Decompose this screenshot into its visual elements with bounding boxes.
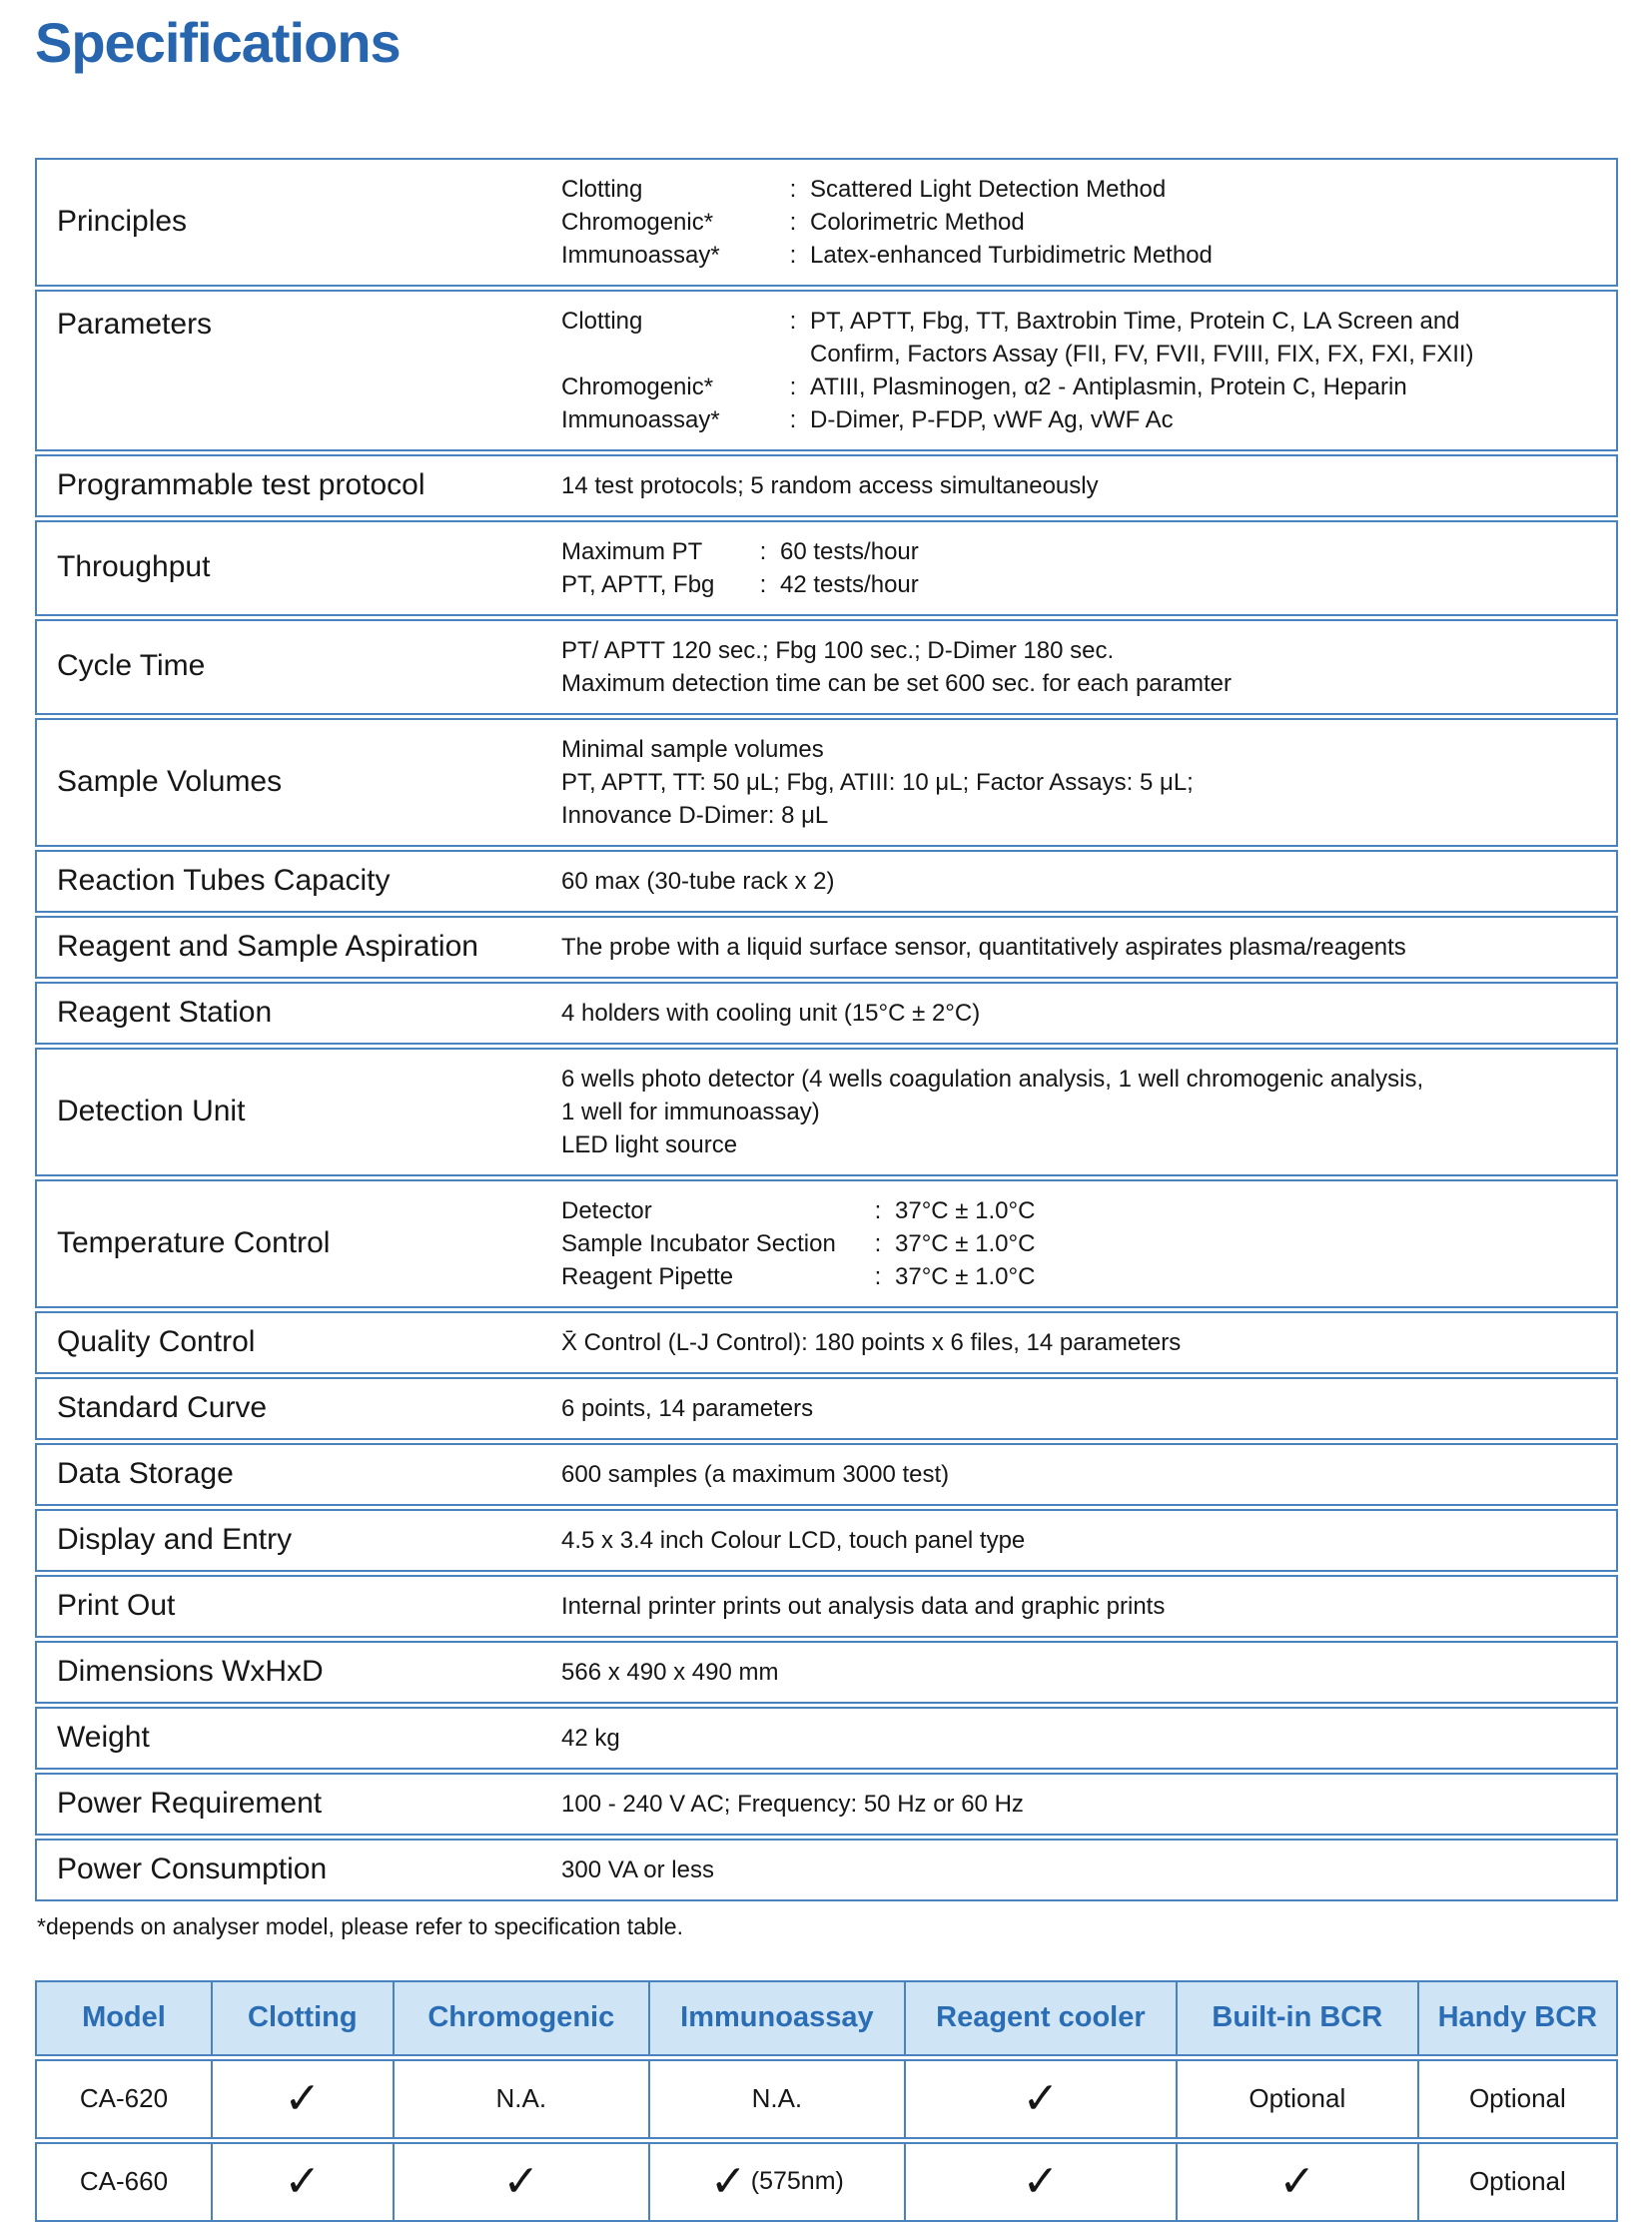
spec-row	[35, 1048, 1618, 1176]
model-table-header-row	[35, 1980, 1618, 2056]
spec-row-value	[561, 456, 1616, 515]
model-feature-cell: N.A.	[648, 2061, 904, 2137]
model-feature-cell	[1176, 2144, 1417, 2220]
spec-row-value	[561, 160, 1616, 285]
spec-row	[35, 718, 1618, 847]
model-feature-cell	[648, 2144, 904, 2220]
spec-value-line: X̄ Control (L-J Control): 180 points x 6 files, 14 parameters	[561, 1328, 1182, 1356]
spec-row-label: Reagent and Sample Aspiration	[57, 929, 478, 963]
check-suffix-label: (575nm)	[750, 2167, 844, 2196]
spec-row	[35, 1509, 1618, 1572]
spec-pair-key: Sample Incubator Section	[561, 1229, 836, 1257]
spec-pair-colon: :	[789, 175, 797, 203]
spec-pair-key: Clotting	[561, 175, 643, 203]
spec-pair	[561, 370, 1600, 403]
model-feature-cell	[904, 2061, 1176, 2137]
model-table-header-cell: Model	[37, 1982, 211, 2054]
spec-row-value	[561, 1511, 1616, 1570]
spec-value-line: 100 - 240 V AC; Frequency: 50 Hz or 60 Hz	[561, 1790, 1024, 1818]
spec-value-line: 300 VA or less	[561, 1855, 714, 1883]
spec-value-line: PT, APTT, TT: 50 μL; Fbg, ATIII: 10 μL; Factor Assays: 5 μL;	[561, 768, 1194, 796]
model-table-header-cell: Reagent cooler	[904, 1982, 1176, 2054]
spec-row-label: Programmable test protocol	[57, 467, 425, 501]
spec-pair-value	[780, 568, 1600, 601]
spec-row-value	[561, 1643, 1616, 1702]
spec-row	[35, 1179, 1618, 1308]
check-icon: ✓	[1278, 2156, 1316, 2206]
spec-pair-value	[810, 403, 1600, 436]
spec-value-line: D-Dimer, P-FDP, vWF Ag, vWF Ac	[810, 405, 1174, 433]
spec-value-line: 42 kg	[561, 1724, 620, 1752]
spec-row	[35, 1707, 1618, 1770]
spec-pair-colon: :	[789, 405, 797, 433]
spec-value-line: Scattered Light Detection Method	[810, 175, 1167, 203]
spec-row	[35, 1377, 1618, 1440]
spec-value-line: 6 wells photo detector (4 wells coagulation analysis, 1 well chromogenic analysis,	[561, 1065, 1424, 1093]
spec-row-value	[561, 1709, 1616, 1768]
spec-row	[35, 454, 1618, 517]
model-name-cell: CA-620	[79, 2083, 169, 2114]
spec-pair-value	[810, 305, 1600, 370]
spec-value-line: Innovance D-Dimer: 8 μL	[561, 801, 829, 829]
spec-row-label: Standard Curve	[57, 1390, 268, 1424]
spec-row-value	[561, 1181, 1616, 1306]
spec-pair-value	[810, 206, 1600, 239]
spec-value-line: 4.5 x 3.4 inch Colour LCD, touch panel type	[561, 1526, 1026, 1554]
spec-value-line: LED light source	[561, 1130, 738, 1158]
model-feature-cell: Optional	[1417, 2144, 1616, 2220]
spec-row-label: Dimensions WxHxD	[57, 1654, 324, 1688]
spec-row	[35, 1575, 1618, 1638]
spec-pair-colon: :	[789, 208, 797, 236]
check-icon: ✓	[709, 2156, 747, 2206]
spec-pair	[561, 239, 1600, 272]
spec-row-label: Sample Volumes	[57, 764, 283, 798]
spec-pair-key: Reagent Pipette	[561, 1262, 734, 1290]
spec-value-line: PT/ APTT 120 sec.; Fbg 100 sec.; D-Dimer 180 sec.	[561, 636, 1115, 664]
spec-pair	[561, 403, 1600, 436]
spec-row-label: Detection Unit	[57, 1094, 246, 1127]
model-name-cell: CA-660	[79, 2166, 169, 2197]
model-table-header-cell: Handy BCR	[1417, 1982, 1616, 2054]
spec-pair	[561, 305, 1600, 370]
spec-row-label: Parameters	[57, 307, 213, 341]
spec-row	[35, 1641, 1618, 1704]
spec-row-value	[561, 1445, 1616, 1504]
spec-pair-value	[780, 535, 1600, 568]
spec-value-line: Colorimetric Method	[810, 208, 1025, 236]
spec-pair-colon: :	[789, 372, 797, 400]
spec-row-value	[561, 1313, 1616, 1372]
spec-row-value	[561, 918, 1616, 977]
model-feature-cell	[211, 2061, 393, 2137]
footnote: *depends on analyser model, please refer to specification table.	[37, 1912, 683, 1939]
spec-value-line: 37°C ± 1.0°C	[895, 1229, 1036, 1257]
spec-row-label: Print Out	[57, 1588, 176, 1622]
model-table-row	[35, 2142, 1618, 2222]
check-icon: ✓	[1022, 2156, 1060, 2206]
spec-pair	[561, 206, 1600, 239]
spec-row-label: Power Consumption	[57, 1852, 328, 1885]
spec-row-label: Cycle Time	[57, 649, 206, 683]
spec-row	[35, 916, 1618, 979]
spec-value-line: 4 holders with cooling unit (15°C ± 2°C)	[561, 999, 981, 1027]
spec-pair-key: Immunoassay*	[561, 241, 720, 269]
spec-pair-key: Chromogenic*	[561, 208, 714, 236]
spec-value-line: 566 x 490 x 490 mm	[561, 1658, 779, 1686]
spec-value-line: ATIII, Plasminogen, α2 - Antiplasmin, Protein C, Heparin	[810, 372, 1407, 400]
spec-row-value	[561, 1577, 1616, 1636]
spec-value-line: The probe with a liquid surface sensor, quantitatively aspirates plasma/reagents	[561, 933, 1406, 961]
page-title: Specifications	[35, 11, 401, 74]
spec-row-label: Power Requirement	[57, 1786, 323, 1820]
spec-value-line: Maximum detection time can be set 600 sec. for each paramter	[561, 669, 1232, 697]
spec-value-line: Internal printer prints out analysis data and graphic prints	[561, 1592, 1166, 1620]
spec-value-line: 600 samples (a maximum 3000 test)	[561, 1460, 950, 1488]
spec-row	[35, 158, 1618, 287]
spec-pair-value	[895, 1227, 1600, 1260]
spec-pair-colon: :	[874, 1196, 882, 1224]
check-icon: ✓	[1022, 2073, 1060, 2123]
spec-row	[35, 520, 1618, 616]
model-feature-cell: N.A.	[393, 2061, 648, 2137]
spec-value-line: 6 points, 14 parameters	[561, 1394, 814, 1422]
check-icon: ✓	[502, 2156, 540, 2206]
spec-pair-colon: :	[789, 307, 797, 335]
spec-value-line: 37°C ± 1.0°C	[895, 1196, 1036, 1224]
spec-pair-key: Clotting	[561, 307, 643, 335]
model-feature-cell	[211, 2144, 393, 2220]
spec-pair	[561, 1194, 1600, 1227]
spec-pair-key: PT, APTT, Fbg	[561, 570, 715, 598]
spec-value-line: 14 test protocols; 5 random access simultaneously	[561, 471, 1099, 499]
model-feature-cell: Optional	[1417, 2061, 1616, 2137]
spec-row-value	[561, 1775, 1616, 1834]
spec-row-value	[561, 522, 1616, 614]
spec-row-value	[561, 621, 1616, 713]
spec-row-label: Reagent Station	[57, 995, 273, 1029]
spec-row-value	[561, 1841, 1616, 1899]
spec-value-line: 60 max (30-tube rack x 2)	[561, 867, 835, 895]
spec-pair-value	[810, 239, 1600, 272]
spec-pair-colon: :	[759, 570, 767, 598]
spec-pair-value	[895, 1260, 1600, 1293]
spec-pair	[561, 1227, 1600, 1260]
spec-row	[35, 1311, 1618, 1374]
model-table-header-cell: Built-in BCR	[1176, 1982, 1417, 2054]
spec-value-line: Latex-enhanced Turbidimetric Method	[810, 241, 1213, 269]
spec-pair-value	[810, 173, 1600, 206]
spec-value-line: 37°C ± 1.0°C	[895, 1262, 1036, 1290]
spec-row-label: Display and Entry	[57, 1522, 293, 1556]
spec-row	[35, 1443, 1618, 1506]
spec-pair-key: Maximum PT	[561, 537, 703, 565]
spec-row	[35, 850, 1618, 913]
spec-row-label: Temperature Control	[57, 1225, 331, 1259]
spec-row-value	[561, 852, 1616, 911]
spec-pair	[561, 173, 1600, 206]
spec-row-value	[561, 984, 1616, 1043]
spec-pair-colon: :	[789, 241, 797, 269]
check-icon: ✓	[284, 2073, 322, 2123]
spec-row-label: Weight	[57, 1720, 150, 1754]
spec-pair-key: Chromogenic*	[561, 372, 714, 400]
spec-pair-key: Immunoassay*	[561, 405, 720, 433]
spec-row	[35, 982, 1618, 1045]
spec-value-line: Minimal sample volumes	[561, 735, 824, 763]
spec-pair-colon: :	[874, 1262, 882, 1290]
spec-pair	[561, 1260, 1600, 1293]
model-table-header-cell: Chromogenic	[393, 1982, 648, 2054]
spec-pair-value	[810, 370, 1600, 403]
spec-value-line: 60 tests/hour	[780, 537, 919, 565]
spec-value-line: 1 well for immunoassay)	[561, 1098, 820, 1125]
check-icon: ✓	[284, 2156, 322, 2206]
spec-row-label: Quality Control	[57, 1324, 256, 1358]
spec-value-line: Confirm, Factors Assay (FII, FV, FVII, FVIII, FIX, FX, FXI, FXII)	[810, 340, 1474, 368]
spec-row-value	[561, 292, 1616, 449]
specifications-table	[35, 158, 1618, 1901]
spec-row-label: Reaction Tubes Capacity	[57, 863, 391, 897]
model-table-header-cell: Clotting	[211, 1982, 393, 2054]
model-table-row	[35, 2059, 1618, 2139]
spec-row-value	[561, 1050, 1616, 1174]
spec-value-line: PT, APTT, Fbg, TT, Baxtrobin Time, Protein C, LA Screen and	[810, 307, 1460, 335]
model-feature-cell	[904, 2144, 1176, 2220]
model-table-header-cell: Immunoassay	[648, 1982, 904, 2054]
model-comparison-table	[35, 1980, 1618, 2222]
spec-row-label: Principles	[57, 204, 188, 238]
spec-pair-key: Detector	[561, 1196, 652, 1224]
spec-row	[35, 619, 1618, 715]
spec-value-line: 42 tests/hour	[780, 570, 919, 598]
spec-row-label: Data Storage	[57, 1456, 234, 1490]
spec-row	[35, 1773, 1618, 1836]
spec-pair-value	[895, 1194, 1600, 1227]
spec-row-value	[561, 720, 1616, 845]
spec-row-label: Throughput	[57, 550, 211, 584]
model-feature-cell	[393, 2144, 648, 2220]
spec-pair-colon: :	[874, 1229, 882, 1257]
spec-row	[35, 290, 1618, 451]
spec-pair	[561, 568, 1600, 601]
spec-pair-colon: :	[759, 537, 767, 565]
spec-row	[35, 1839, 1618, 1901]
spec-row-value	[561, 1379, 1616, 1438]
spec-pair	[561, 535, 1600, 568]
model-feature-cell: Optional	[1176, 2061, 1417, 2137]
